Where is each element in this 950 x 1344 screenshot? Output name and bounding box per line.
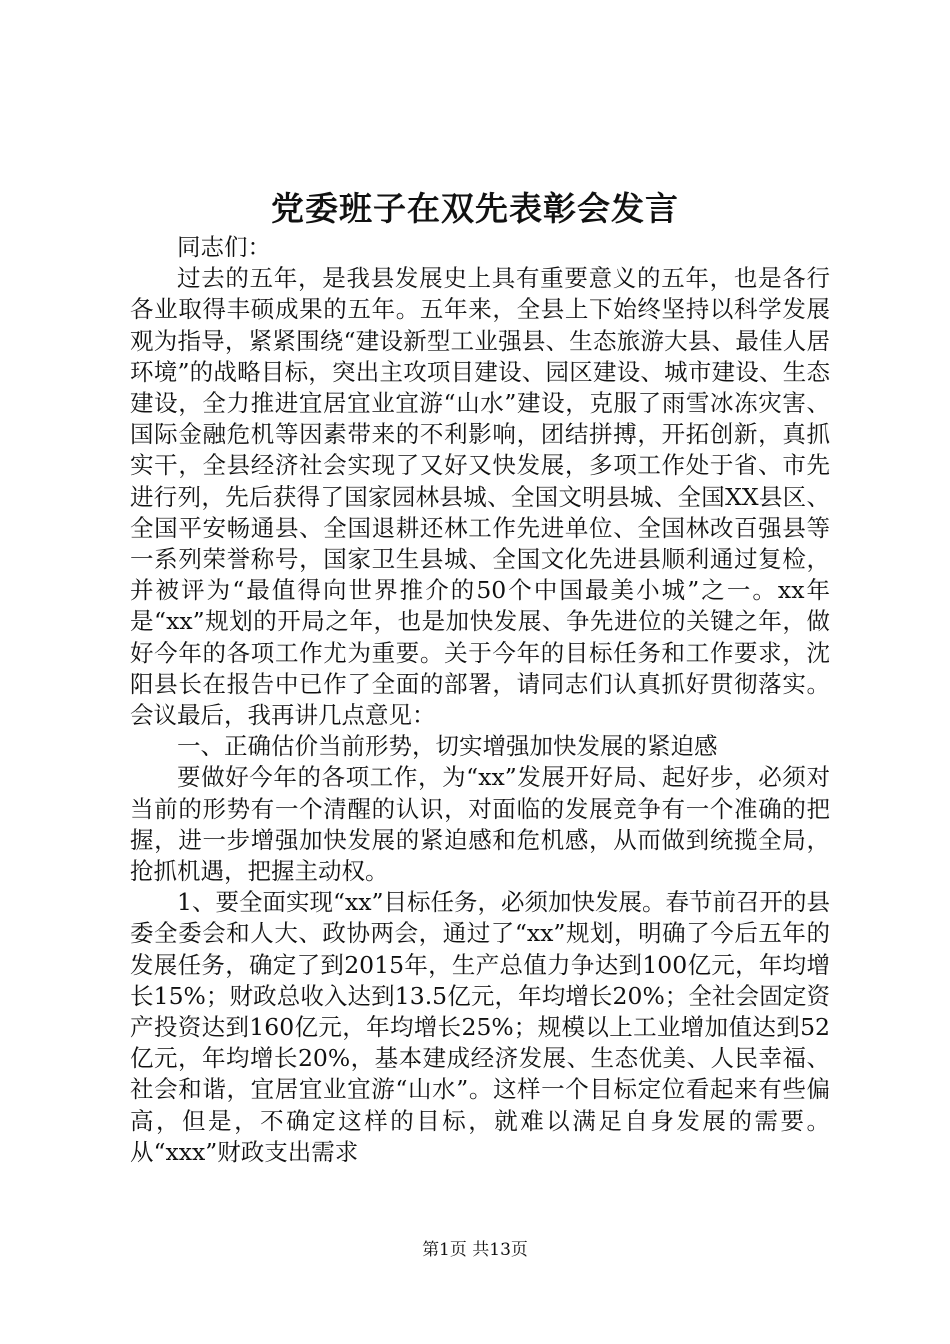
- section-heading-1: 一、正确估价当前形势，切实增强加快发展的紧迫感: [177, 732, 718, 761]
- page-footer: 第1页 共13页: [422, 1240, 528, 1260]
- paragraph-1: 过去的五年，是我县发展史上具有重要意义的五年，也是各行各业取得丰硕成果的五年。五年来，全县上下始终坚持以科学发展观为指导，紧紧围绕“建设新型工业强县、生态旅游大县、最佳人居环境”的战略目标，突出主攻项目建设、园区建设、城市建设、生态建设，全力推进宜居宜业宜游“山水”建设，克服了雨雪冰冻灾害、国际金融危机等因素带来的不利影响，团结拼搏，开拓创新，真抓实干，全县经济社会实现了又好又快发展，多项工作处于省、市先进行列，先后获得了国家园林县城、全国文明县城、全国XX县区、全国平安畅通县、全国退耕还林工作先进单位、全国林改百强县等一系列荣誉称号，国家卫生县城、全国文化先进县顺利通过复检，并被评为“最值得向世界推介的50个中国最美小城”之一。xx年是“xx”规划的开局之年，也是加快发展、争先进位的关键之年，做好今年的各项工作尤为重要。关于今年的目标任务和工作要求，沈阳县长在报告中已作了全面的部署，请同志们认真抓好贯彻落实。会议最后，我再讲几点意见：: [130, 264, 830, 730]
- paragraph-3: 1、要全面实现“xx”目标任务，必须加快发展。春节前召开的县委全委会和人大、政协两会，通过了“xx”规划，明确了今后五年的发展任务，确定了到2015年，生产总值力争达到100亿元，年均增长15%；财政总收入达到13.5亿元，年均增长20%；全社会固定资产投资达到160亿元，年均增长25%；规模以上工业增加值达到52亿元，年均增长20%，基本建成经济发展、生态优美、人民幸福、社会和谐，宜居宜业宜游“山水”。这样一个目标定位看起来有些偏高，但是，不确定这样的目标，就难以满足自身发展的需要。从“xxx”财政支出需求: [130, 888, 830, 1166]
- salutation: 同志们：: [177, 233, 271, 261]
- document-body: [130, 232, 830, 1168]
- paragraph-2: 要做好今年的各项工作，为“xx”发展开好局、起好步，必须对当前的形势有一个清醒的认识，对面临的发展竞争有一个准确的把握，进一步增强加快发展的紧迫感和危机感，从而做到统揽全局，抢抓机遇，把握主动权。: [130, 763, 830, 886]
- document-title: 党委班子在双先表彰会发言: [271, 189, 679, 228]
